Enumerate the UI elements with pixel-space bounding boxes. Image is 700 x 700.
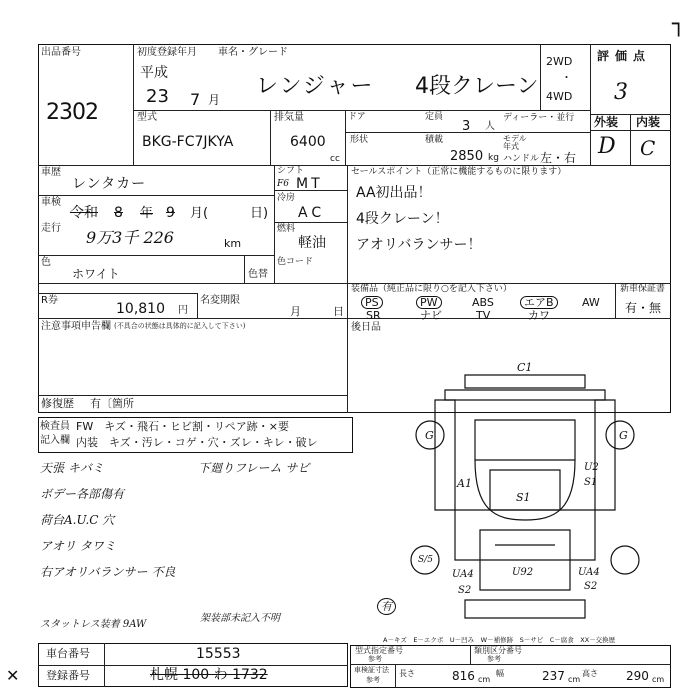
recycle-unit: 円 — [178, 305, 188, 316]
category-label: 類別区分番号 — [474, 646, 522, 655]
registration-month: 7 — [190, 90, 201, 109]
diagram-cab — [455, 510, 595, 560]
note-line-4: アオリ タワミ — [40, 539, 116, 553]
note-line-5: 右アオリバランサー 不良 — [40, 565, 176, 579]
model-spec-label: 型式指定番号 — [355, 646, 403, 655]
load-unit: kg — [488, 153, 499, 163]
bottom-note-2: 架装部未記入不明 — [200, 613, 280, 624]
diagram-bumper — [465, 600, 585, 618]
aircon-label: 冷房 — [277, 193, 296, 203]
after-fit-label: 後日品 — [351, 322, 381, 333]
capacity-value: 3 — [462, 119, 471, 134]
diagram-mark-ua4-left: UA4 — [452, 569, 474, 580]
category-sub: 参考 — [487, 655, 501, 663]
plate-label: 登録番号 — [46, 669, 90, 682]
dims-height-label: 高さ — [582, 669, 598, 678]
displacement-unit: cc — [330, 154, 340, 164]
equipment-abs: ABS — [472, 296, 494, 309]
inspector-row-1: FW キズ・飛石・ヒビ割・リペア跡・×要 — [76, 420, 289, 433]
registration-label: 初度登録年月 — [137, 47, 197, 58]
vehicle-name: レンジャー — [256, 74, 375, 99]
inspection-label: 車検 — [41, 197, 61, 208]
diagram-mark-s5: S/5 — [418, 555, 433, 565]
registration-year: 23 — [146, 86, 169, 107]
equipment-leather: カワ — [528, 309, 550, 322]
auto-tax-day-unit: 日 — [333, 305, 344, 318]
warranty-label: 新車保証書 — [620, 284, 666, 294]
dims-sub: 参考 — [366, 676, 380, 684]
diagram-mark-u92: U92 — [512, 567, 534, 578]
diagram-mark-ua4-right: UA4 — [578, 567, 600, 578]
color-change-label: 色替 — [248, 269, 268, 280]
diagram-mark-s2-right: S2 — [584, 581, 598, 592]
plate-value: 札幌 100 わ 1732 — [150, 667, 268, 683]
recycle-label: R券 — [41, 295, 58, 306]
interior-value: C — [640, 136, 656, 160]
dims-length-unit: cm — [478, 675, 491, 684]
diagram-legend: A－キズ E－エクボ U－凹み W－補修跡 S－サビ C－腐食 XX－交換歴 — [383, 636, 616, 644]
shape-label: 形状 — [350, 135, 369, 145]
color-value: ホワイト — [72, 267, 120, 281]
load-label: 積載 — [425, 135, 444, 145]
frame-note: 下廻りフレーム サビ — [198, 461, 310, 475]
note-line-2: ボデー各部傷有 — [40, 487, 125, 501]
shift-prefix: F6 — [277, 179, 289, 189]
displacement-value: 6400 — [290, 134, 326, 150]
repair-value: 有〔箇所 — [90, 397, 134, 410]
shift-label: シフト — [277, 166, 305, 176]
color-code-label: 色コード — [277, 257, 314, 267]
handle-label: ハンドル — [503, 154, 540, 164]
mileage-label: 走行 — [41, 223, 61, 234]
model-label: 型式 — [137, 112, 157, 123]
equipment-label: 装備品（純正品に限り○を記入下さい） — [351, 284, 512, 294]
inspection-year-unit: 年 — [140, 206, 154, 221]
drive-dot: ・ — [561, 71, 572, 84]
dims-length: 816 — [452, 669, 475, 683]
diagram-mark-g-right: G — [619, 429, 628, 442]
selling-points-label: セールスポイント（正常に機能するものに限ります） — [351, 167, 567, 177]
diagram-mark-spare: 有 — [377, 598, 396, 615]
load-value: 2850 — [450, 149, 484, 164]
fuel-label: 燃料 — [277, 224, 296, 234]
diagram-bed — [475, 420, 575, 460]
equipment-ps: PS — [361, 296, 383, 309]
diagram-rear-panel — [465, 375, 585, 388]
exterior-label: 外装 — [594, 115, 619, 129]
x-mark: ✕ — [6, 666, 20, 685]
model-code: BKG-FC7JKYA — [142, 134, 234, 150]
model-spec-sub: 参考 — [368, 655, 382, 663]
capacity-label: 定員 — [425, 112, 444, 122]
fuel-value: 軽油 — [298, 235, 326, 251]
frame-number-value: 15553 — [196, 646, 241, 662]
diagram-left-gate — [435, 400, 455, 510]
equipment-airbag: エアB — [520, 296, 558, 309]
diagram-wheel-fr — [611, 546, 639, 574]
equipment-pw: PW — [416, 296, 442, 309]
bottom-note: スタットレス装着 9AW — [40, 619, 147, 630]
aircon-value: AC — [298, 205, 326, 221]
diagram-mark-g-left: G — [425, 429, 434, 442]
inspection-year: 8 — [114, 205, 123, 221]
inspection-era: 令和 — [70, 205, 98, 221]
notes-label: 注意事項申告欄 — [41, 321, 111, 332]
notes-sub: (不具合の状態は具体的に記入して下さい) — [114, 322, 246, 330]
recycle-value: 10,810 — [116, 301, 165, 317]
repair-label: 修復歴 — [41, 397, 74, 410]
selling-point-1: AA初出品！ — [356, 185, 432, 201]
drive-4wd: 4WD — [546, 90, 573, 103]
note-line-3: 荷台A.U.C 穴 — [40, 513, 115, 527]
frame-number-label: 車台番号 — [46, 647, 90, 660]
exterior-value: D — [598, 134, 616, 159]
inspector-label-1: 検査員 — [40, 421, 70, 432]
inspector-label-2: 記入欄 — [40, 435, 70, 446]
warranty-value: 有・無 — [625, 301, 662, 315]
vehicle-grade: 4段クレーン — [415, 74, 539, 99]
dims-width-unit: cm — [568, 675, 581, 684]
dims-height: 290 — [626, 669, 649, 683]
equipment-sr: SR — [366, 309, 381, 322]
inspector-row-2: 内装 キズ・汚レ・コゲ・穴・ズレ・キレ・破レ — [76, 436, 318, 449]
displacement-label: 排気量 — [274, 112, 304, 123]
diagram-mark-s1-center: S1 — [516, 491, 531, 504]
diagram-mark-c1: C1 — [517, 361, 533, 374]
capacity-unit: 人 — [485, 121, 495, 132]
equipment-tv: TV — [476, 309, 491, 322]
lot-number: 2302 — [46, 100, 98, 125]
dims-height-unit: cm — [652, 675, 665, 684]
handle-value: 左・右 — [540, 151, 577, 165]
shift-value: MT — [296, 176, 323, 192]
vehicle-label: 車名・グレード — [218, 47, 288, 58]
auto-tax-label: 名変期限 — [200, 295, 240, 306]
selling-point-3: アオリバランサー！ — [356, 237, 482, 253]
diagram-mark-a1: A1 — [457, 477, 472, 490]
equipment-aw: AW — [582, 296, 600, 309]
diagram-right-gate — [595, 400, 615, 510]
inspection-day-unit: 日) — [250, 206, 269, 221]
corner-mark: ┐ — [672, 12, 686, 37]
lot-label: 出品番号 — [41, 47, 81, 58]
evaluation-label: 評価点 — [597, 49, 652, 63]
registration-month-unit: 月 — [208, 93, 221, 107]
dims-width: 237 — [542, 669, 565, 683]
dealer-label: ディーラー・並行 — [503, 113, 575, 123]
selling-point-2: 4段クレーン！ — [356, 211, 449, 227]
diagram-mark-s2-left: S2 — [458, 585, 472, 596]
diagram-mark-u2: U2 — [584, 462, 599, 473]
dims-width-label: 幅 — [496, 669, 504, 678]
note-line-1: 天張 キバミ — [40, 461, 104, 475]
mileage-unit: km — [224, 237, 242, 250]
color-label: 色 — [41, 257, 51, 268]
diagram-mark-s1-right: S1 — [584, 477, 598, 488]
drive-2wd: 2WD — [546, 55, 573, 68]
model-year-label: モデル年式 — [503, 134, 527, 151]
registration-era: 平成 — [140, 65, 168, 81]
dims-length-label: 長さ — [399, 669, 415, 678]
evaluation-score: 3 — [614, 80, 628, 105]
dims-label: 車検証寸法 — [354, 666, 389, 674]
interior-label: 内装 — [636, 115, 661, 129]
inspection-month-unit: 月( — [190, 206, 209, 221]
equipment-navi: ナビ — [420, 309, 442, 322]
auto-tax-month-unit: 月 — [290, 305, 301, 318]
mileage-value: 9万3千 226 — [86, 228, 174, 247]
door-label: ドア — [348, 112, 366, 122]
inspection-month: 9 — [166, 205, 175, 221]
history-label: 車歴 — [41, 167, 61, 178]
history-value: レンタカー — [72, 176, 147, 192]
